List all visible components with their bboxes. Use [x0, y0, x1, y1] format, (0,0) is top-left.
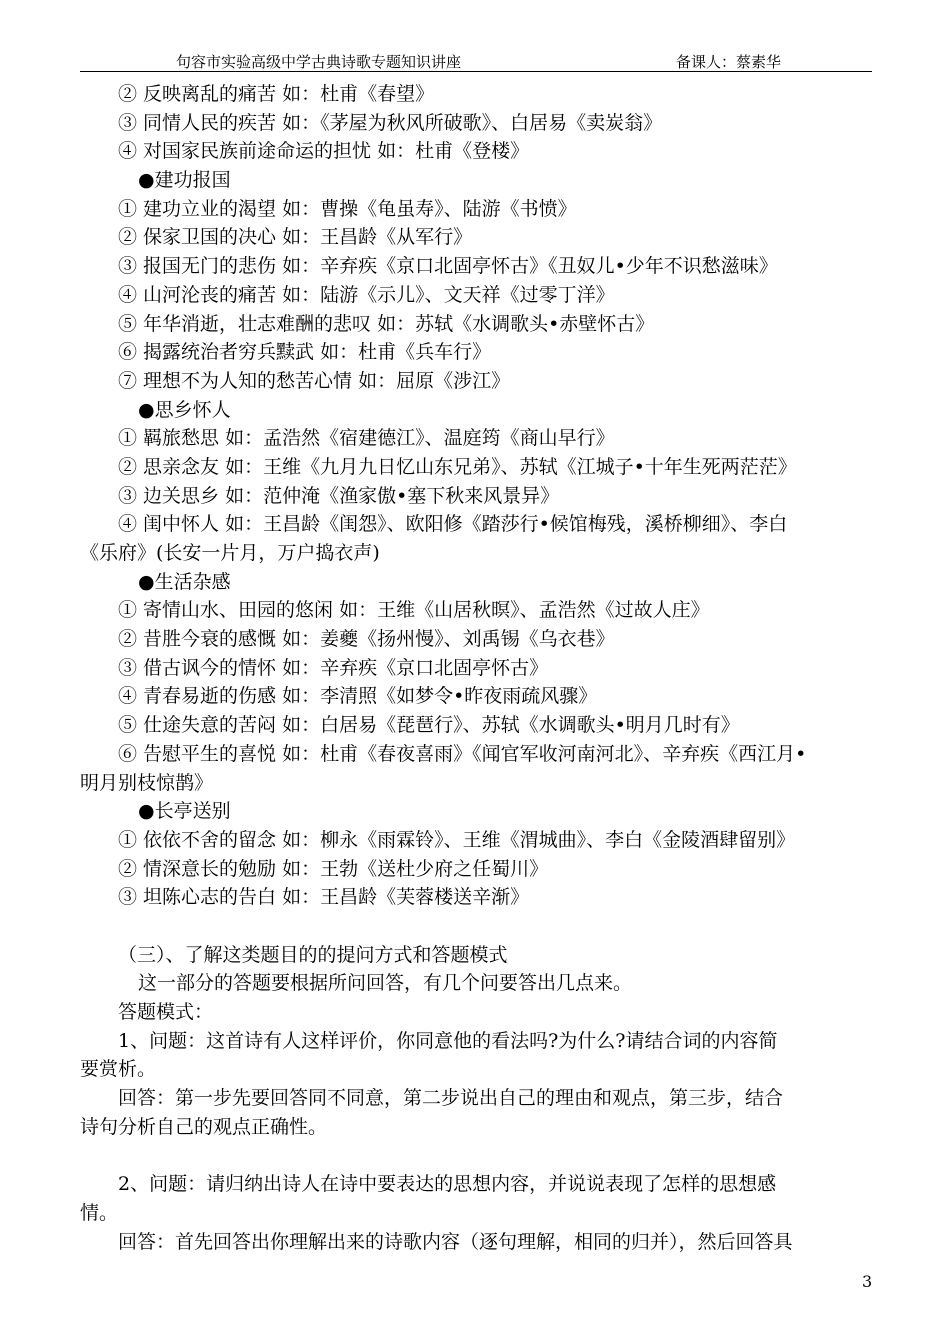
- text-line: 这一部分的答题要根据所问回答，有几个问要答出几点来。: [138, 972, 633, 995]
- document-body: [80, 80, 872, 1256]
- blank-line: [80, 1141, 872, 1170]
- text-line: ⑥ 告慰平生的喜悦 如：杜甫《春夜喜雨》《闻官军收河南河北》、辛弃疾《西江月•: [118, 742, 807, 765]
- text-line: ③ 报国无门的悲伤 如：辛弃疾《京口北固亭怀古》《丑奴儿•少年不识愁滋味》: [118, 255, 778, 278]
- text-line: ② 情深意长的勉励 如：王勃《送杜少府之任蜀川》: [118, 857, 549, 880]
- section-heading: ●生活杂感: [138, 570, 231, 593]
- text-line: ④ 对国家民族前途命运的担忧 如：杜甫《登楼》: [118, 140, 530, 163]
- blank-line: [80, 912, 872, 941]
- text-line: ③ 边关思乡 如：范仲淹《渔家傲•塞下秋来风景异》: [118, 484, 560, 507]
- text-line: 诗句分析自己的观点正确性。: [80, 1115, 328, 1138]
- header-rule: [80, 71, 872, 72]
- page-number: 3: [862, 1272, 873, 1291]
- text-line: ① 寄情山水、田园的悠闲 如：王维《山居秋暝》、孟浩然《过故人庄》: [118, 599, 710, 622]
- text-line: ⑤ 仕途失意的苦闷 如：白居易《琵琶行》、苏轼《水调歌头•明月几时有》: [118, 714, 740, 737]
- text-line: ② 保家卫国的决心 如：王昌龄《从军行》: [118, 226, 473, 249]
- text-line: 回答：首先回答出你理解出来的诗歌内容（逐句理解，相同的归并），然后回答具: [118, 1230, 793, 1253]
- text-line: 答题模式：: [118, 1001, 214, 1023]
- text-line: 《乐府》(长安一片月，万户捣衣声): [80, 542, 380, 564]
- text-line: ⑦ 理想不为人知的愁苦心情 如：屈原《涉江》: [118, 369, 511, 392]
- text-line: ① 建功立业的渴望 如：曹操《龟虽寿》、陆游《书愤》: [118, 197, 577, 220]
- text-line: ④ 山河沦丧的痛苦 如：陆游《示儿》、文天祥《过零丁洋》: [118, 283, 615, 306]
- header-title: 句容市实验高级中学古典诗歌专题知识讲座: [176, 53, 462, 71]
- text-line: ② 思亲念友 如：王维《九月九日忆山东兄弟》、苏轼《江城子•十年生死两茫茫》: [118, 455, 797, 478]
- text-line: ① 依依不舍的留念 如：柳永《雨霖铃》、王维《渭城曲》、李白《金陵酒肆留别》: [118, 828, 796, 851]
- text-line: ① 羁旅愁思 如：孟浩然《宿建德江》、温庭筠《商山早行》: [118, 427, 615, 450]
- text-line: 明月别枝惊鹊》: [80, 771, 214, 794]
- text-line: 情。: [80, 1201, 119, 1224]
- section-heading: ●长亭送别: [138, 800, 231, 823]
- text-line: 1、问题：这首诗有人这样评价，你同意他的看法吗?为什么?请结合词的内容简: [118, 1029, 778, 1052]
- text-line: （三）、了解这类题目的的提问方式和答题模式: [118, 943, 508, 966]
- text-line: ③ 同情人民的疾苦 如：《茅屋为秋风所破歌》、白居易《卖炭翁》: [118, 111, 663, 134]
- text-line: 回答：第一步先要回答同不同意，第二步说出自己的理由和观点，第三步，结合: [118, 1087, 784, 1110]
- text-line: ⑥ 揭露统治者穷兵黩武 如：杜甫《兵车行》: [118, 341, 492, 364]
- text-line: ④ 青春易逝的伤感 如：李清照《如梦令•昨夜雨疏风骤》: [118, 685, 598, 708]
- header-author: 备课人：蔡素华: [676, 53, 782, 71]
- text-line: ② 昔胜今衰的感慨 如：姜夔《扬州慢》、刘禹锡《乌衣巷》: [118, 628, 615, 651]
- page-header: [80, 48, 872, 72]
- text-line: ⑤ 年华消逝，壮志难酬的悲叹 如：苏轼《水调歌头•赤壁怀古》: [118, 312, 655, 335]
- text-line: ④ 闺中怀人 如：王昌龄《闺怨》、欧阳修《踏莎行•候馆梅残，溪桥柳细》、李白: [118, 513, 788, 536]
- text-line: ③ 借古讽今的情怀 如：辛弃疾《京口北固亭怀古》: [118, 656, 549, 679]
- text-line: 要赏析。: [80, 1058, 157, 1081]
- text-line: ② 反映离乱的痛苦 如：杜甫《春望》: [118, 83, 435, 105]
- section-heading: ●建功报国: [138, 169, 231, 192]
- section-heading: ●思乡怀人: [138, 398, 231, 421]
- text-line: 2、问题：请归纳出诗人在诗中要表达的思想内容，并说说表现了怎样的思想感: [118, 1173, 777, 1196]
- text-line: ③ 坦陈心志的告白 如：王昌龄《芙蓉楼送辛渐》: [118, 886, 530, 909]
